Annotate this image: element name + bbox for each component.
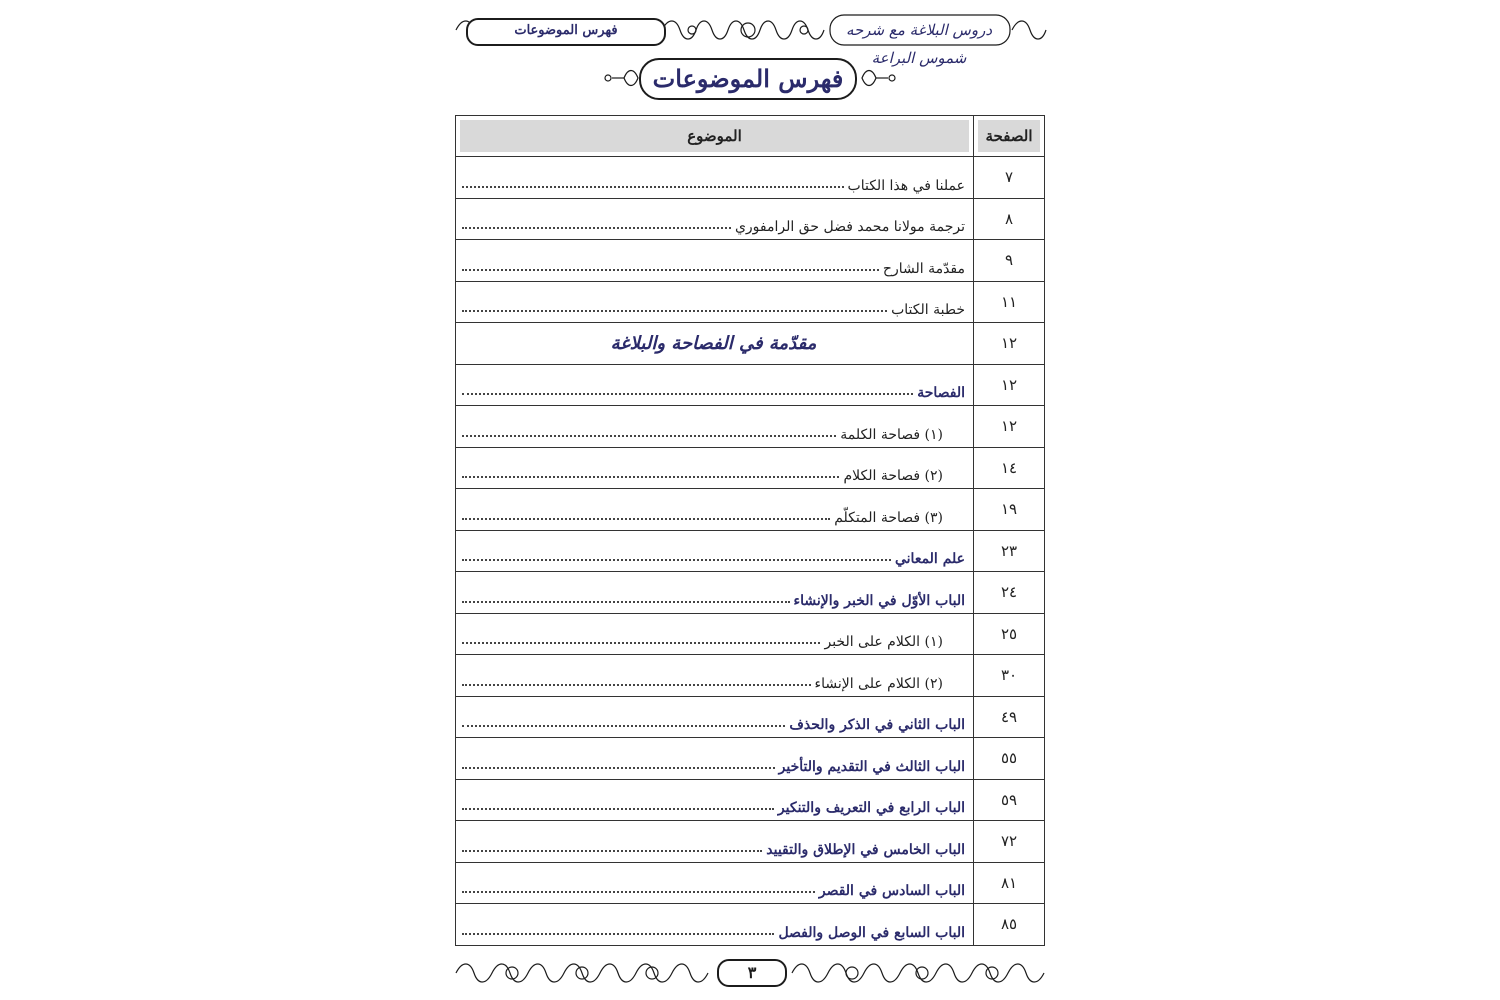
toc-topic[interactable] [456,240,974,282]
toc-page: ٤٩ [974,696,1045,738]
toc-topic-label: مقدّمة الشارح [882,260,965,277]
toc-row [456,613,1045,655]
toc-topic-label: الباب السادس في القصر [818,883,965,899]
dot-leader [462,683,811,686]
dot-leader [462,268,879,271]
book-title: دروس البلاغة مع شرحه شموس البراعة [845,21,993,67]
toc-table [455,115,1045,946]
toc-topic[interactable] [456,904,974,946]
toc-row [456,489,1045,531]
toc-page: ١١ [974,281,1045,323]
toc-topic-label: علم المعاني [894,551,965,567]
dot-leader [462,641,820,644]
toc-row [456,655,1045,697]
dot-leader [462,434,836,437]
toc-row [456,240,1045,282]
dot-leader [462,849,762,852]
toc-topic[interactable] [456,572,974,614]
toc-row [456,572,1045,614]
toc-topic[interactable] [456,281,974,323]
toc-topic-label: الباب الرابع في التعريف والتنكير [777,800,965,816]
running-header [452,12,1048,67]
toc-topic[interactable] [456,447,974,489]
toc-topic-label: الفصاحة [917,385,965,401]
toc-page: ٣٠ [974,655,1045,697]
toc-page: ٢٣ [974,530,1045,572]
toc-row [456,447,1045,489]
toc-topic[interactable] [456,530,974,572]
dot-leader [462,932,774,935]
toc-page: ٥٩ [974,779,1045,821]
toc-row [456,406,1045,448]
toc-row [456,281,1045,323]
toc-topic-label: (١) فصاحة الكلمة [840,426,943,443]
toc-topic[interactable] [456,198,974,240]
toc-topic[interactable] [456,821,974,863]
dot-leader [462,309,887,312]
dot-leader [462,475,839,478]
document-page [452,10,1048,990]
toc-row [456,530,1045,572]
dot-leader [462,392,913,395]
toc-row [456,364,1045,406]
toc-section-row [456,323,1045,365]
toc-row [456,862,1045,904]
toc-page: ٧ [974,157,1045,199]
toc-topic-label: الباب الثالث في التقديم والتأخير [778,758,965,775]
title-cartouche [452,54,1048,106]
toc-topic[interactable] [456,157,974,199]
dot-leader [462,558,891,561]
toc-topic[interactable] [456,696,974,738]
toc-topic-label: الباب الثاني في الذكر والحذف [789,717,965,733]
toc-row [456,696,1045,738]
toc-page: ٥٥ [974,738,1045,780]
toc-row [456,157,1045,199]
toc-topic-label: ترجمة مولانا محمد فضل حق الرامفوري [734,219,965,235]
toc-section-heading[interactable]: مقدّمة في الفصاحة والبلاغة [456,323,974,365]
toc-page: ٨١ [974,862,1045,904]
col-topic-header: الموضوع [456,116,974,157]
toc-topic-label: الباب السابع في الوصل والفصل [778,924,965,941]
toc-page: ١٢ [974,364,1045,406]
toc-page: ٧٢ [974,821,1045,863]
dot-leader [462,724,785,727]
toc-topic[interactable] [456,862,974,904]
toc-topic[interactable] [456,779,974,821]
toc-page: ٨ [974,198,1045,240]
toc-row [456,779,1045,821]
running-footer [452,959,1048,987]
toc-page: ٢٥ [974,613,1045,655]
toc-page: ١٢ [974,406,1045,448]
section-label: فهرس الموضوعات [466,18,666,46]
toc-topic[interactable] [456,489,974,531]
toc-page: ٩ [974,240,1045,282]
toc-page: ٢٤ [974,572,1045,614]
toc-header-row [456,116,1045,157]
dot-leader [462,766,775,769]
toc-page: ١٢ [974,323,1045,365]
toc-row [456,198,1045,240]
toc-topic[interactable] [456,406,974,448]
toc-page: ١٩ [974,489,1045,531]
toc-topic-label: (٢) فصاحة الكلام [843,468,943,484]
toc-topic[interactable] [456,738,974,780]
page-number: ٣ [717,959,787,987]
toc-topic-label: الباب الخامس في الإطلاق والتقييد [766,841,965,858]
dot-leader [462,226,731,229]
page-title: فهرس الموضوعات [639,58,857,100]
toc-row [456,738,1045,780]
toc-row [456,904,1045,946]
toc-topic[interactable] [456,364,974,406]
dot-leader [462,807,774,810]
dot-leader [462,517,830,520]
toc-page: ١٤ [974,447,1045,489]
toc-topic-label: (٣) فصاحة المتكلّم [834,509,943,526]
dot-leader [462,890,815,893]
toc-topic-label: (١) الكلام على الخبر [824,634,943,650]
toc-topic[interactable] [456,655,974,697]
toc-page: ٨٥ [974,904,1045,946]
toc-topic-label: خطبة الكتاب [891,302,965,318]
toc-topic-label: عملنا في هذا الكتاب [847,177,965,194]
toc-topic[interactable] [456,613,974,655]
toc-row [456,821,1045,863]
dot-leader [462,185,844,188]
toc-topic-label: (٢) الكلام على الإنشاء [814,675,943,692]
col-page-header: الصفحة [974,116,1045,157]
dot-leader [462,600,790,603]
toc-topic-label: الباب الأوّل في الخبر والإنشاء [793,592,965,609]
